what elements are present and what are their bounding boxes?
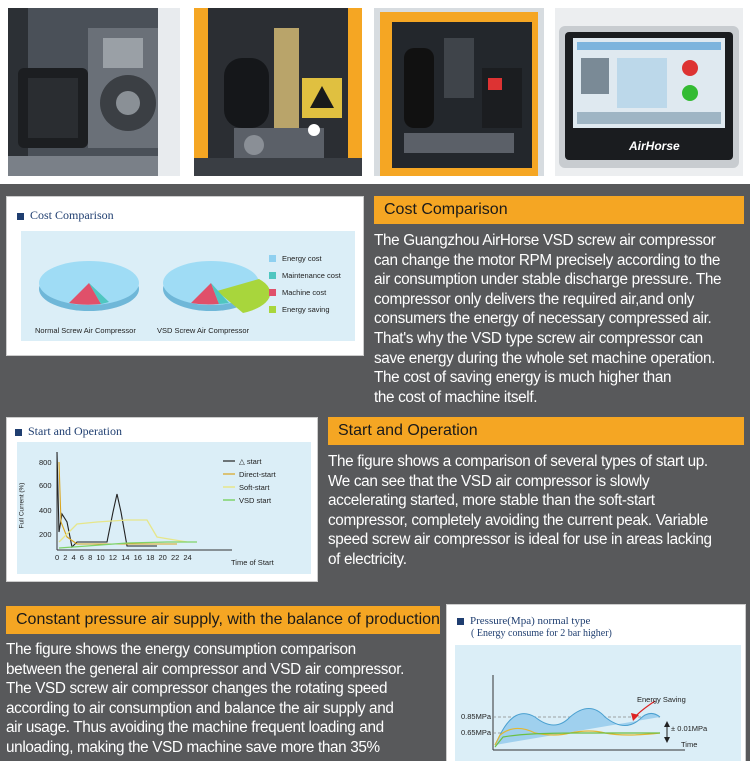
photo-motor bbox=[8, 8, 180, 176]
legend-direct-start: Direct-start bbox=[239, 470, 276, 479]
y-tick-800: 800 bbox=[39, 458, 52, 467]
label-energy-saving: Energy Saving bbox=[637, 695, 686, 704]
legend-maintenance-cost: Maintenance cost bbox=[282, 271, 341, 280]
legend-swatch-maintenance bbox=[269, 272, 276, 279]
legend-swatch-machine bbox=[269, 289, 276, 296]
legend-vsd-start: VSD start bbox=[239, 496, 272, 505]
legend-soft-start: Soft-start bbox=[239, 483, 270, 492]
start-operation-heading: Start and Operation bbox=[328, 417, 744, 445]
curve-direct-start bbox=[59, 462, 177, 544]
curve-vsd-start bbox=[59, 542, 197, 548]
pressure-chart-subtitle: ( Energy consume for 2 bar higher) bbox=[471, 628, 612, 639]
cost-comparison-heading: Cost Comparison bbox=[374, 196, 744, 224]
photo-control-panel bbox=[555, 8, 743, 176]
pressure-curves bbox=[455, 645, 741, 761]
panel-brand-logo: AirHorse bbox=[629, 139, 680, 153]
y-tick-200: 200 bbox=[39, 530, 52, 539]
legend-energy-cost: Energy cost bbox=[282, 254, 322, 263]
x-axis-label: Time of Start bbox=[231, 558, 274, 567]
photo-compressor-interior bbox=[194, 8, 362, 176]
cost-pies bbox=[21, 231, 355, 341]
label-085mpa: 0.85MPa bbox=[461, 712, 492, 721]
start-operation-text: The figure shows a comparison of several types of start up. We can see that the VSD air compressor is slowly accelerating started, more stable than the soft-start compressor, completely avoiding the current peak. Variable speed screw air compressor is ideal for use in areas lacking of electricity. bbox=[328, 453, 712, 568]
title-square-icon bbox=[15, 429, 22, 436]
label-065mpa: 0.65MPa bbox=[461, 728, 492, 737]
vsd-pie-label: VSD Screw Air Compressor bbox=[157, 326, 250, 335]
start-operation-chart bbox=[6, 417, 318, 582]
y-axis-label: Full Current (%) bbox=[18, 482, 26, 529]
x-ticks: 0 2 4 6 8 10 12 14 16 18 20 22 24 bbox=[55, 553, 192, 562]
label-time: Time bbox=[681, 740, 698, 749]
curve-triangle-start bbox=[57, 452, 157, 547]
legend-triangle-start: △ start bbox=[239, 457, 262, 466]
constant-pressure-text: The figure shows the energy consumption comparison between the general air compressor and VSD air compressor. The VSD screw air compressor changes the rotating speed according to air consumption and balance the air supply and air usage. Thus avoiding the machine frequent loading and unloading, making the VSD machine save more than 35% bbox=[6, 641, 405, 756]
legend-machine-cost: Machine cost bbox=[282, 288, 327, 297]
start-chart-title: Start and Operation bbox=[28, 424, 122, 438]
product-photo-strip bbox=[0, 0, 750, 184]
title-square-icon bbox=[457, 618, 464, 625]
label-tolerance: ± 0.01MPa bbox=[671, 724, 708, 733]
title-square-icon bbox=[17, 213, 24, 220]
cost-chart-title: Cost Comparison bbox=[30, 208, 114, 222]
cost-comparison-chart bbox=[6, 196, 364, 356]
pressure-chart-title: Pressure(Mpa) normal type bbox=[470, 615, 591, 627]
normal-pie-label: Normal Screw Air Compressor bbox=[35, 326, 136, 335]
photo-full-unit bbox=[374, 8, 544, 176]
y-tick-400: 400 bbox=[39, 506, 52, 515]
legend-swatch-energy bbox=[269, 255, 276, 262]
legend-swatch-saving bbox=[269, 306, 276, 313]
constant-pressure-heading: Constant pressure air supply, with the balance of production bbox=[6, 606, 440, 634]
cost-comparison-text: The Guangzhou AirHorse VSD screw air compressor can change the motor RPM precisely according to the air consumption under stable discharge pressure. The compressor only delivers the required air,and only consumers the energy of necessary compressed air. That's why the VSD type screw air compressor can save energy during the whole set machine operation. The cost of saving energy is much higher than the cost of machine itself. bbox=[374, 232, 722, 406]
y-tick-600: 600 bbox=[39, 481, 52, 490]
pressure-chart bbox=[446, 604, 746, 761]
legend-energy-saving: Energy saving bbox=[282, 305, 330, 314]
